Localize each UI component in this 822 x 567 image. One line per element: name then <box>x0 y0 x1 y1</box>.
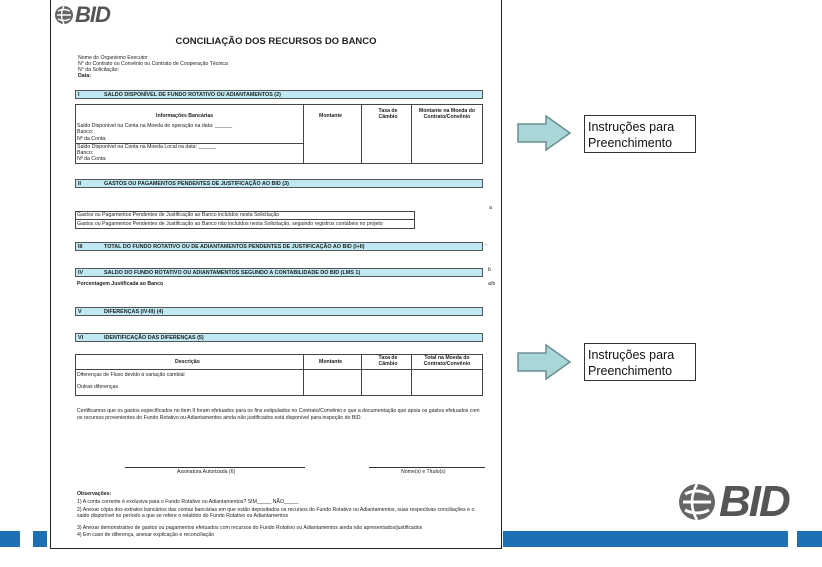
section-marker: b <box>488 267 491 273</box>
form-document <box>50 0 502 549</box>
table-row: Gastos ou Pagamentos Pendentes de Justificação ao Banco incluídos nesta Solicitação <box>77 212 280 218</box>
arrow-right-icon <box>516 114 572 152</box>
meta-line: Data: <box>78 73 91 79</box>
table-row: Banco: <box>77 129 94 135</box>
section-label: TOTAL DO FUNDO ROTATIVO OU DE ADIANTAMENTOS PENDENTES DE JUSTIFICAÇÃO AO BID (I+II) <box>104 244 365 250</box>
section-label: DIFERENÇAS (IV-III) (4) <box>104 309 164 315</box>
meta-line: N° do Contrato ou Convênio ou Contrato de Cooperação Técnica <box>78 61 228 67</box>
footer-bar-far-right <box>797 531 822 547</box>
table-divider <box>411 104 412 164</box>
instructions-callout: Instruções para Preenchimento <box>584 343 696 381</box>
footer-bar-right <box>503 531 788 547</box>
section-header <box>75 333 483 342</box>
arrow-right-icon <box>516 343 572 381</box>
column-header: Informações Bancárias <box>156 113 214 119</box>
table-row: Outras diferenças <box>77 384 118 390</box>
document-title: CONCILIAÇÃO DOS RECURSOS DO BANCO <box>175 36 377 47</box>
column-header: Total na Moeda do Contrato/Convênio <box>423 355 471 367</box>
table-row: Porcentagem Justificada ao Banco <box>77 281 164 287</box>
signature-label: Nome(s) e Título(s) <box>401 469 446 475</box>
signature-line <box>369 467 485 468</box>
section-marker: a <box>489 205 492 211</box>
table-row: Gastos ou Pagamentos Pendentes de Justificação ao Banco não incluídos nesta Solicitação, seguindo registros contábeis no projeto <box>77 221 383 227</box>
table-divider <box>75 219 415 220</box>
signature-line <box>125 467 305 468</box>
column-header: Montante <box>319 359 343 365</box>
section-number: IV <box>78 270 84 276</box>
section-label: SALDO DO FUNDO ROTATIVO OU ADIANTAMENTOS SEGUNDO A CONTABILIDADE DO BID (LMS 1) <box>104 270 361 276</box>
column-header: Descrição <box>175 359 200 365</box>
column-header: Montante na Moeda do Contrato/Convênio <box>418 108 476 120</box>
table-divider <box>303 104 304 164</box>
note-item: 4) Em caso de diferença, anexar explicação e reconciliação <box>77 532 214 538</box>
instructions-callout: Instruções para Preenchimento <box>584 115 696 153</box>
meta-line: Nome do Organismo Executor <box>78 55 148 61</box>
table-divider <box>303 354 304 396</box>
meta-line: N° da Solicitação: <box>78 67 120 73</box>
note-item: 2) Anexar cópia dos extratos bancários das contas bancárias em que estão depositados os recursos do Fundo Rotativo ou Adiantamentos, suas respectivas conciliações e o saldo disponível no período a que se refere o relatório do Fundo Rotativo ou Adiantamentos <box>77 507 475 519</box>
table-divider <box>411 354 412 396</box>
section-header <box>75 268 483 277</box>
header-logo <box>54 1 110 27</box>
table-row: Banco: <box>77 150 94 156</box>
section-number: II <box>78 181 81 187</box>
section-header <box>75 242 483 251</box>
table-row: Nº da Conta: <box>77 156 107 162</box>
table-divider <box>361 104 362 164</box>
note-item: 1) A conta corrente é exclusiva para o Fundo Rotativo ou Adiantamentos? SIM_____ NÃO_____ <box>77 499 299 505</box>
section-label: SALDO DISPONÍVEL DE FUNDO ROTATIVO OU ADIANTAMENTOS (2) <box>104 92 281 98</box>
section-header <box>75 179 483 188</box>
section-number: III <box>78 244 83 250</box>
footer-bar-mid <box>33 531 47 547</box>
footer-bar-left <box>0 531 20 547</box>
section-header <box>75 90 483 99</box>
section-marker: - <box>485 242 487 248</box>
table-row: Saldo Disponível na Conta na Moeda Local na data: ______ <box>77 144 216 150</box>
section-label: GASTOS OU PAGAMENTOS PENDENTES DE JUSTIFICAÇÃO AO BID (3) <box>104 181 289 187</box>
table-divider <box>361 354 362 396</box>
signature-label: Assinatura Autorizada (6) <box>177 469 236 475</box>
footer-logo <box>677 477 789 526</box>
footer-logo-text: BID <box>719 477 789 526</box>
certification-text: Certificamos que os gastos especificados no item II foram efetuados para os fins estipulados no Contrato/Convênio e que a documentação que apoia os gastos efetuados com os recursos provenientes do Fundo Rotativo ou Adiantamentos ainda não justificados está disponível para inspeção do BID. <box>77 408 480 421</box>
section-number: VI <box>78 335 84 341</box>
column-header: Taxa de Câmbio <box>378 108 398 120</box>
section-label: IDENTIFICAÇÃO DAS DIFERENÇAS (5) <box>104 335 204 341</box>
column-header: Taxa de Câmbio <box>378 355 398 367</box>
section-number: I <box>78 92 80 98</box>
table-row: Nº da Conta: <box>77 136 107 142</box>
table-row: Diferenças de Fluxo devido à variação cambial <box>77 372 185 378</box>
globe-logo-icon <box>677 482 717 522</box>
section-header <box>75 307 483 316</box>
globe-logo-icon <box>54 5 74 25</box>
table-divider <box>75 369 483 370</box>
section-number: V <box>78 309 82 315</box>
notes-title: Observações: <box>77 491 112 497</box>
column-header: Montante <box>319 113 343 119</box>
table-row: Saldo Disponível na Conta na Moeda de operação na data: ______ <box>77 123 233 129</box>
header-logo-text: BID <box>75 1 110 27</box>
note-item: 3) Anexar demonstrativo de gastos ou pagamentos efetuados com recursos do Fundo Rotativo ou Adiantamentos ainda não apresentados/justificados <box>77 525 423 531</box>
section-marker: a/b <box>488 281 496 287</box>
